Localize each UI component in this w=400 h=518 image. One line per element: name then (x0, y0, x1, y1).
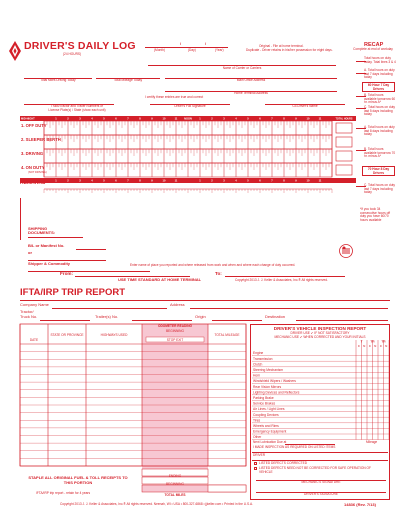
logo (9, 41, 21, 61)
grid-hour-label: 8 (139, 179, 141, 183)
grid-hour-label: 11 (318, 117, 322, 121)
inspection-item-label: Coupling Devices (253, 412, 279, 417)
grid-hour-label: 1 (199, 179, 201, 183)
mileage-label: Mileage (366, 440, 378, 444)
col-date: DATE (29, 338, 39, 342)
total-mileage-label: Total Mileage Today (113, 78, 143, 82)
grid-total-box (336, 151, 352, 161)
grid-hour-label: 2 (67, 179, 69, 183)
original-note: Original - File at home terminal. (259, 44, 304, 48)
inspection-col-head: TR (370, 339, 375, 344)
recap-item: B. Total hours available tomorrow 70 hr. minus A* (364, 147, 396, 159)
grid-hour-label: 7 (271, 179, 273, 183)
grid-row-label: 1. OFF DUTY (21, 123, 47, 128)
inspection-item-label: Other (253, 435, 262, 440)
inspection-item-label: Service Brakes (253, 401, 276, 406)
grid-hour-label: 5 (247, 117, 249, 121)
inspection-title: DRIVER'S VEHICLE INSPECTION REPORT (273, 326, 367, 331)
recap-item: B. Total hours available tomorrow 60 hr. minus A* (364, 93, 396, 105)
recap-item: C. Total hours on duty last 5 days including today (364, 105, 395, 117)
origin-label: Origin (195, 314, 206, 319)
inspection-item-label: Horn (253, 373, 261, 378)
certify-label: I certify these entries are true and correct (145, 95, 204, 99)
grid-hour-label: 10 (162, 179, 166, 183)
grid-hour-label: 2 (211, 179, 213, 183)
shipping-docs-label: SHIPPING DOCUMENTS: (28, 226, 56, 236)
grid-hour-label: 8 (283, 117, 285, 121)
driver-signature-label: Driver's Full Signature (174, 104, 206, 108)
inspection-item-label: Rear Vision Mirrors (253, 384, 282, 389)
ifta-title: IFTA/IRP TRIP REPORT (20, 287, 126, 298)
grid-hour-label: 7 (127, 117, 129, 121)
destination-label: Destination (265, 314, 286, 319)
inspection-item-label: Tires (253, 418, 261, 423)
inspection-item-label: Windshield Wipers / Washers (253, 379, 296, 384)
grid-hour-label: 2 (211, 117, 213, 121)
to-label: To: (215, 271, 222, 276)
grid-hour-label: 5 (247, 179, 249, 183)
grid-hour-label: 3 (79, 117, 81, 121)
recap-title: RECAP (364, 42, 384, 48)
main-office-label: Main Office Address (236, 78, 266, 82)
total-miles-label: TOTAL MILES (164, 493, 186, 497)
grid-hour-label: 11 (174, 117, 178, 121)
grid-hour-label: 9 (295, 117, 297, 121)
total-driving-label: Total Miles Driving Today (40, 78, 76, 82)
or-label: or (28, 250, 32, 255)
lube-label: Next Lubrication Due at (253, 440, 287, 444)
enter-note: Enter name of place you reported and where released from work and when and where each change of duty occurred. (130, 263, 296, 267)
retain-note: IFTA/IRP trip report - retain for 4 years (36, 491, 91, 495)
inspection-sub-2: MECHANIC USE ✔ WHEN CORRECTED AND YOUR INITIALS (274, 335, 366, 339)
from-label: From: (60, 271, 74, 276)
inspection-item-label: Emergency Equipment (253, 429, 287, 434)
grid-total-hours-label: TOTAL HOURS (335, 117, 353, 121)
col-odometer-begin: BEGINNING (166, 329, 184, 333)
inspect-note: I MADE INSPECTION AS REQUIRED ON LISTED ITEMS (253, 445, 336, 449)
inspection-col-head: TR (381, 339, 386, 344)
seal-icon (339, 244, 353, 258)
staple-note: STAPLE ALL ORIGINAL FUEL & TOLL RECEIPTS TO THIS PORTION (28, 475, 128, 485)
total-miles-value-box (208, 485, 246, 492)
inspection-item-label: Transmission (253, 356, 273, 361)
remarks-label: REMARKS (20, 180, 46, 186)
inspection-item-label: Clutch (253, 362, 263, 367)
jj-keller-seal (339, 244, 353, 258)
inspection-col-sub: D (357, 345, 360, 348)
grid-row-label: 4. ON DUTY (21, 165, 45, 170)
grid-hour-label: 9 (151, 117, 153, 121)
duplicate-note: Duplicate - Driver retains in his/her possession for eight days. (246, 48, 333, 52)
inspection-col-sub: M (374, 345, 377, 348)
inspection-item-label: Engine (253, 351, 264, 356)
inspection-col-sub: D (368, 345, 371, 348)
grid-hour-label: 7 (271, 117, 273, 121)
badge-70-hour: 70 Hour 8 Day Drivers (362, 166, 395, 176)
grid-hour-label: 10 (162, 117, 166, 121)
date-month-label: (Month) (154, 48, 165, 52)
grid-hour-label: 3 (79, 179, 81, 183)
bl-label: B/L or Manifest No. (28, 243, 65, 248)
corrected-label: LISTED DEFECTS CORRECTED (259, 461, 307, 465)
grid-hour-label: 9 (295, 179, 297, 183)
grid-hour-label: 4 (235, 117, 237, 121)
flame-diamond-icon (9, 41, 21, 61)
ifta-table[interactable] (20, 324, 246, 492)
col-total-mileage: TOTAL MILEAGE (214, 333, 240, 337)
grid-hour-label: 4 (91, 179, 93, 183)
grid-hour-label: 2 (67, 117, 69, 121)
grid-total-box (336, 123, 352, 133)
beginning-label: BEGINNING (166, 482, 184, 486)
ending-label: ENDING (168, 474, 182, 478)
trailer-label: Trailer(s) No. (95, 314, 119, 319)
truck-label-2: License Plate(s) / State (show each unit) (48, 108, 106, 112)
form-number: 14836 (Rev. 7/13) (344, 502, 376, 507)
grid-hour-label: 10 (306, 179, 310, 183)
use-time-note: USE TIME STANDARD AT HOME TERMINAL (118, 277, 202, 282)
mechanic-signature-label: MECHANIC'S SIGNATURE (301, 480, 341, 484)
grid-hour-label: 11 (174, 179, 178, 183)
inspection-item-label: Wheels and Rims (253, 424, 279, 428)
grid-hour-label: 5 (103, 179, 105, 183)
grid-hour-label: 5 (103, 117, 105, 121)
grid-hour-label: 11 (318, 179, 322, 183)
inspection-col-sub: D (379, 345, 382, 348)
grid-noon-label: NOON (184, 117, 192, 121)
tractor-label: Tractor/ (20, 309, 34, 314)
grid-hour-label: 3 (223, 179, 225, 183)
recap-item: C. Total hours on duty last 7 days including today (364, 183, 395, 195)
grid-total-box (336, 137, 352, 147)
col-odometer: ODOMETER READING (157, 324, 192, 328)
grid-hour-label: 6 (115, 179, 117, 183)
company-label: Company Name (20, 302, 49, 307)
grid-hour-label: 3 (223, 117, 225, 121)
recap-subtitle: Complete at end of workday (353, 47, 393, 51)
grid-row-sublabel: (NOT DRIVING) (28, 171, 47, 174)
inspection-item-label: Steering Mechanism (253, 368, 284, 372)
inspection-col-sub: M (363, 345, 366, 348)
corrected-checkbox[interactable] (254, 462, 257, 465)
grid-row-label: 2. SLEEPER BERTH (21, 137, 61, 142)
not-corrected-checkbox[interactable] (254, 467, 257, 470)
duty-grid[interactable] (20, 115, 356, 188)
grid-hour-label: 1 (199, 117, 201, 121)
inspection-col-sub: M (385, 345, 388, 348)
driver-label: DRIVER (253, 453, 266, 457)
log-copyright: Copyright 2013 J. J. Keller & Associates, Inc.® All rights reserved. (235, 278, 328, 282)
shipper-label: Shipper & Commodity (28, 261, 71, 266)
truck-label: Truck/Tractor and Trailer Numbers or (50, 104, 104, 108)
restart-note: *If you took 34 consecutive hours off duty you have 60/70 hours available (360, 207, 391, 222)
col-odometer-stop: STOP EXIT (166, 338, 184, 342)
grid-hour-label: 8 (283, 179, 285, 183)
driver-signature-label-2: DRIVER'S SIGNATURE (303, 492, 339, 496)
truck-no-label: Truck No. (20, 314, 38, 319)
inspection-checklist[interactable] (250, 340, 390, 440)
date-year-label: (Year) (215, 48, 224, 52)
date-slash: / (205, 41, 207, 46)
inspection-sub-1: DRIVER USE ✔ IF NOT SATISFACTORY (290, 331, 350, 335)
grid-total-box (336, 165, 352, 175)
grid-hour-label: 10 (306, 117, 310, 121)
grid-hour-label: 4 (91, 117, 93, 121)
ifta-table-border (20, 324, 246, 466)
page-title: DRIVER'S DAILY LOG (24, 40, 136, 52)
inspection-item-label: Lighting Devices and Reflectors (253, 390, 300, 395)
col-state: STATE OR PROVINCE (50, 333, 84, 337)
grid-mid-night-label: MID-NIGHT (21, 117, 35, 121)
grid-hour-label: 8 (139, 117, 141, 121)
recap-item: Total hours on duty today. Total lines 3 & 4 (364, 56, 396, 64)
grid-row-label: 3. DRIVING (21, 151, 44, 156)
badge-60-hour: 60 Hour 7 Day Drivers (362, 82, 395, 92)
remarks-timeline (20, 188, 356, 198)
grid-hour-label: 6 (115, 117, 117, 121)
recap-item: A. Total hours on duty last 8 days including today (364, 125, 395, 137)
grid-hour-label: 9 (151, 179, 153, 183)
grid-hour-label: 1 (55, 179, 57, 183)
inspection-item-label: Air Lines / Light Lines (253, 407, 285, 412)
col-highways: HIGHWAYS USED (100, 333, 128, 337)
address-label: Address (170, 302, 185, 307)
inspection-item-label: Parking Brake (253, 396, 274, 400)
carrier-label: Name of Carrier or Carriers (222, 66, 262, 70)
grid-hour-label: 7 (127, 179, 129, 183)
grid-hour-label: 4 (235, 179, 237, 183)
home-terminal-label: Home Terminal Address (234, 91, 268, 95)
codriver-label: Co-Driver's Name (292, 104, 318, 108)
grid-hour-label: 1 (55, 117, 57, 121)
recap-item: A. Total hours on duty last 7 days including today (364, 68, 395, 80)
page-subtitle: (24 HOURS) (63, 52, 82, 56)
date-slash: / (180, 41, 182, 46)
date-day-label: (Day) (188, 48, 196, 52)
footer-copyright: Copyright 2013 J. J. Keller & Associates, Inc.® All rights reserved. Neenah, WI • USA • 800-327-6868 • jjkeller.com • Printed in the U.S.A. (60, 502, 254, 506)
grid-hour-label: 6 (259, 179, 261, 183)
grid-hour-label: 6 (259, 117, 261, 121)
not-corrected-label: LISTED DEFECTS NEED NOT BE CORRECTED FOR SAFE OPERATION OF VEHICLE (259, 466, 371, 474)
